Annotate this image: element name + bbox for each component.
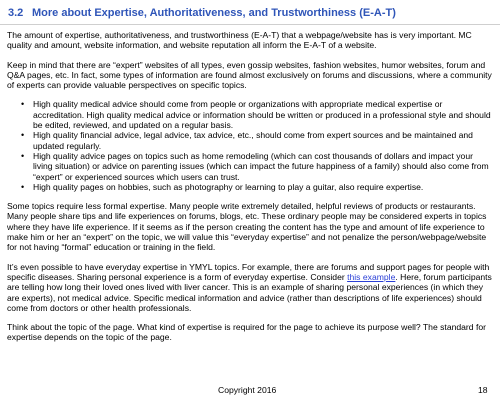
- list-item: [21, 181, 493, 192]
- bullet-icon: •: [21, 181, 25, 192]
- list-item: [21, 130, 493, 151]
- paragraph-4: [7, 262, 493, 313]
- bullet-icon: •: [21, 130, 25, 141]
- copyright-text: Copyright 2016: [218, 385, 277, 395]
- section-number: 3.2: [8, 7, 24, 19]
- section-heading: [8, 7, 396, 19]
- bullet-icon: •: [21, 99, 25, 110]
- list-item-text: High quality pages on hobbies, such as photography or learning to play a guitar, also require expertise.: [33, 181, 424, 192]
- list-item-text: High quality advice pages on topics such as home remodeling (which can cost thousands of dollars and impact your living situation) or advice on parenting issues (which can impact the future happiness of a family) should also come from “expert” or experienced sources which users can trust.: [33, 150, 489, 182]
- bullet-icon: •: [21, 150, 25, 161]
- list-item: [21, 99, 493, 131]
- bullet-list: [7, 99, 493, 192]
- paragraph-1: The amount of expertise, authoritativeness, and trustworthiness (E-A-T) that a webpage/website has is very important. MC quality and amount, website information, and website reputation all inform the E-A-T of a website.: [7, 30, 472, 51]
- list-item: [21, 150, 493, 182]
- heading-divider: [0, 24, 500, 25]
- paragraph-5: Think about the topic of the page. What kind of expertise is required for the page to achieve its purpose well? The standard for expertise depends on the topic of the page.: [7, 322, 486, 343]
- paragraph-4-end: . Here, forum participants are telling how long their loved ones lived with liver cancer. This is an example of sharing personal experiences (in which they are experts), not medical advice. Specific medical information and advice (rather than descriptions of life experiences) should come from doctors or other health professionals.: [7, 271, 492, 313]
- paragraph-2: Keep in mind that there are “expert” websites of all types, even gossip websites, fashion websites, humor websites, forum and Q&A pages, etc. In fact, some types of information are found almost exclusively on forums and discussions, where a community of experts can provide valuable perspectives on specific topics.: [7, 59, 492, 91]
- paragraph-4-start: It’s even possible to have everyday expertise in YMYL topics. For example, there are forums and support pages for people with specific diseases. Sharing personal experience is a form of everyday expertise. Consider: [7, 261, 490, 282]
- document-body: [7, 30, 493, 352]
- section-title: More about Expertise, Authoritativeness, and Trustworthiness (E-A-T): [32, 7, 396, 19]
- paragraph-3: Some topics require less formal expertise. Many people write extremely detailed, helpful reviews of products or restaurants. Many people share tips and life experiences on forums, blogs, etc. These ordinary people may be considered experts in topics where they have life experience. If it seems as if the person creating the content has the type and amount of life experience to make him or her an “expert” on the topic, we will value this “everyday expertise” and not penalize the person/webpage/website for not having “formal” education or training in the field.: [7, 201, 487, 253]
- example-link[interactable]: this example: [347, 271, 396, 282]
- page-number: 18: [478, 385, 488, 395]
- list-item-text: High quality financial advice, legal advice, tax advice, etc., should come from expert sources and be maintained and updated regularly.: [33, 130, 473, 151]
- list-item-text: High quality medical advice should come from people or organizations with appropriate medical expertise or accreditation. High quality medical advice or information should be written or produced in a professional style and should be edited, reviewed, and updated on a regular basis.: [33, 99, 491, 131]
